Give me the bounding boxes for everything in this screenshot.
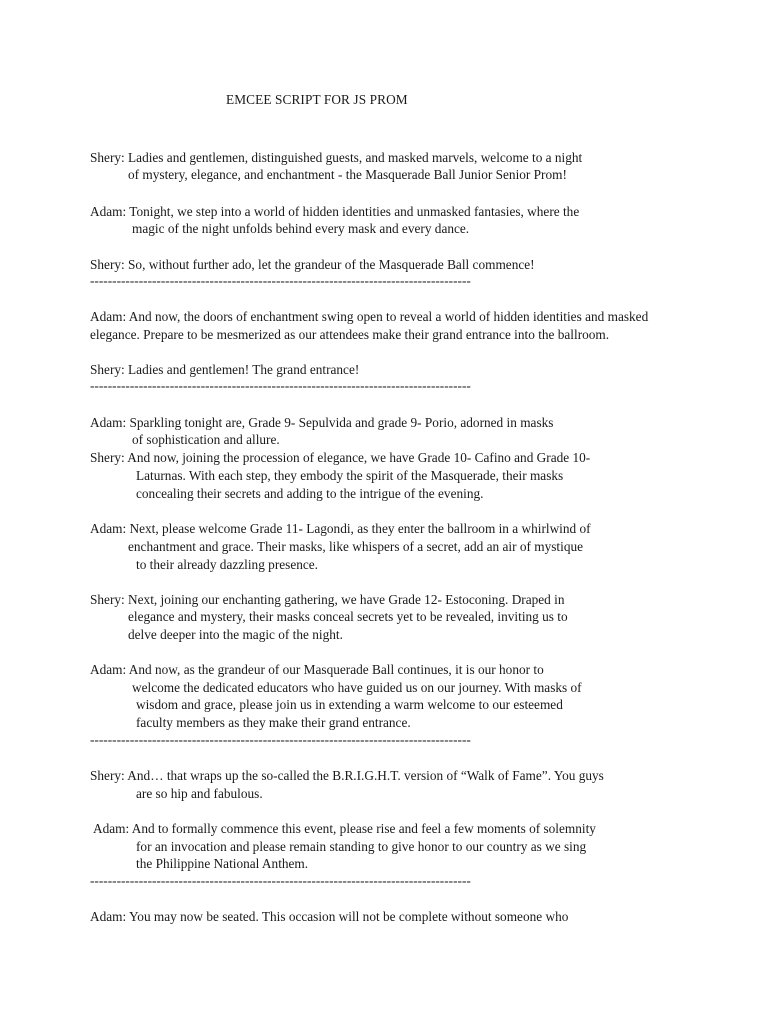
- script-line: concealing their secrets and adding to the intrigue of the evening.: [136, 486, 484, 501]
- script-line: Adam: Next, please welcome Grade 11- Lagondi, as they enter the ballroom in a whirlwind of: [90, 521, 591, 536]
- script-line: Shery: And now, joining the procession of elegance, we have Grade 10- Cafino and Grade 10-: [90, 450, 591, 465]
- script-line: to their already dazzling presence.: [136, 557, 319, 572]
- document-title: EMCEE SCRIPT FOR JS PROM: [226, 92, 408, 107]
- script-line: Adam: Tonight, we step into a world of hidden identities and unmasked fantasies, where the: [90, 204, 580, 219]
- script-line: wisdom and grace, please join us in extending a warm welcome to our esteemed: [136, 697, 563, 712]
- script-line: elegance and mystery, their masks conceal secrets yet to be revealed, inviting us to: [128, 609, 568, 624]
- script-line: Adam: Sparkling tonight are, Grade 9- Sepulvida and grade 9- Porio, adorned in masks: [90, 415, 554, 430]
- script-line: elegance. Prepare to be mesmerized as our attendees make their grand entrance into the ballroom.: [90, 327, 610, 342]
- script-line: Shery: Next, joining our enchanting gathering, we have Grade 12- Estoconing. Draped in: [90, 592, 565, 607]
- script-line: Shery: So, without further ado, let the grandeur of the Masquerade Ball commence!: [90, 257, 535, 272]
- script-line: delve deeper into the magic of the night.: [128, 627, 343, 642]
- script-line: Laturnas. With each step, they embody the spirit of the Masquerade, their masks: [136, 468, 564, 483]
- script-line: Adam: And now, as the grandeur of our Masquerade Ball continues, it is our honor to: [90, 662, 544, 677]
- script-line: Adam: You may now be seated. This occasion will not be complete without someone who: [90, 909, 569, 924]
- script-line: enchantment and grace. Their masks, like whispers of a secret, add an air of mystique: [128, 539, 584, 554]
- script-line: are so hip and fabulous.: [136, 786, 263, 801]
- section-separator: --------------------------------------------------------------------------------------: [90, 732, 471, 747]
- script-line: Adam: And to formally commence this event, please rise and feel a few moments of solemnity: [93, 821, 596, 836]
- script-line: of mystery, elegance, and enchantment - the Masquerade Ball Junior Senior Prom!: [128, 167, 567, 182]
- script-line: Shery: Ladies and gentlemen, distinguished guests, and masked marvels, welcome to a night: [90, 150, 583, 165]
- script-line: Adam: And now, the doors of enchantment swing open to reveal a world of hidden identities and masked: [90, 309, 649, 324]
- script-line: the Philippine National Anthem.: [136, 856, 309, 871]
- section-separator: --------------------------------------------------------------------------------------: [90, 378, 471, 393]
- script-line: Shery: Ladies and gentlemen! The grand entrance!: [90, 362, 360, 377]
- section-separator: --------------------------------------------------------------------------------------: [90, 873, 471, 888]
- script-line: magic of the night unfolds behind every mask and every dance.: [132, 221, 470, 236]
- script-line: Shery: And… that wraps up the so-called the B.R.I.G.H.T. version of “Walk of Fame”. You guys: [90, 768, 604, 783]
- script-line: faculty members as they make their grand entrance.: [136, 715, 411, 730]
- script-line: for an invocation and please remain standing to give honor to our country as we sing: [136, 839, 587, 854]
- script-line: welcome the dedicated educators who have guided us on our journey. With masks of: [132, 680, 582, 695]
- section-separator: --------------------------------------------------------------------------------------: [90, 273, 471, 288]
- script-line: of sophistication and allure.: [132, 432, 280, 447]
